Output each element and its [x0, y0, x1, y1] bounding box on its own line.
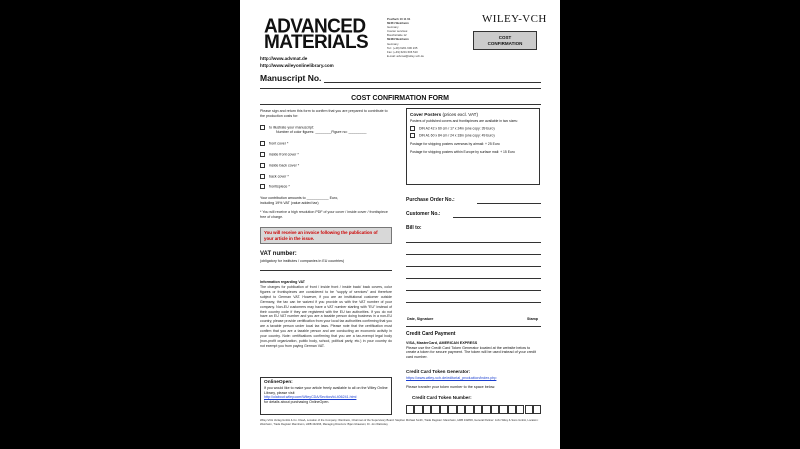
token-digit-box[interactable]: [457, 405, 465, 414]
poster-option-label: DIN A1 60 x 84 cm / 24 x 33in (one copy: 49 Euro): [419, 133, 495, 138]
customer-no-label: Customer No.:: [406, 211, 441, 217]
manuscript-label: Manuscript No.: [260, 73, 322, 83]
address-line: Fax: (+49) 6201 606 510: [387, 49, 418, 54]
purchase-order-label: Purchase Order No.:: [406, 197, 455, 203]
option-frontispiece[interactable]: [260, 184, 290, 189]
stamp-label: Stamp: [527, 317, 538, 321]
address-line: Postfach 10 11 61: [387, 17, 411, 21]
vat-label: VAT number:: [260, 251, 297, 257]
posters-title-sub: (prices excl. VAT): [442, 112, 479, 117]
token-digit-box[interactable]: [482, 405, 490, 414]
journal-urls: [260, 55, 334, 69]
publisher-logo: WILEY-VCH: [482, 13, 547, 25]
online-open-text: [264, 386, 388, 404]
token-digit-box[interactable]: [465, 405, 473, 414]
token-digit-box[interactable]: [423, 405, 431, 414]
journal-logo-line1: ADVANCED: [264, 15, 366, 38]
token-digit-box[interactable]: [499, 405, 507, 414]
address-line: Boschstraße 12: [387, 33, 407, 38]
poster-option-label: DIN A2 42 x 60 cm / 17 x 24in (one copy: 39 Euro): [419, 126, 495, 131]
checkbox[interactable]: [410, 133, 415, 138]
online-open-tail: for details about purchasing OnlineOpen.: [264, 399, 330, 404]
address-line: Germany: [387, 25, 399, 30]
token-digit-box[interactable]: [414, 405, 422, 414]
poster-option-a1[interactable]: [410, 133, 536, 138]
bill-to-line[interactable]: [406, 290, 541, 291]
divider: [260, 88, 541, 89]
address-line: Courier services:: [387, 29, 408, 34]
cover-posters-box: [406, 108, 540, 185]
footer-legal: Wiley-VCH Verlag GmbH & Co. KGaA, Location of the Company: Weinheim, Chairman of the Supervisory Board: Stephen Michael Smith, Trade Register: Mannheim, HRB 432833, General Partner: John Wiley & Sons GmbH, Location: Weinheim, Trade Register Mannheim, HRB 432296, Managing Directors: Bijan Ghawami, Dr. Jon Walmsley: [260, 419, 539, 426]
checkbox[interactable]: [260, 152, 265, 157]
credit-card-info: [406, 341, 540, 359]
contribution-vat-note: including 19% VAT (value added tax): [260, 201, 319, 205]
divider: [260, 104, 541, 105]
divider: [406, 326, 541, 327]
credit-card-heading: Credit Card Payment: [406, 331, 456, 337]
token-digit-box[interactable]: [474, 405, 482, 414]
address-line: Tel.: (+49) 6201 606 235: [387, 45, 418, 50]
badge-line1: COST: [498, 35, 512, 40]
bill-to-line[interactable]: [406, 302, 541, 303]
posters-intro: Posters of published covers and frontispieces are available in two sizes:: [410, 119, 518, 123]
cost-confirmation-form: [240, 0, 560, 449]
vat-number-field[interactable]: [260, 270, 392, 271]
token-digit-box[interactable]: [525, 405, 533, 414]
address-line: E-mail: advmat@wiley-vch.de: [387, 53, 424, 58]
online-open-desc: If you would like to make your article freely available to all on the Wiley Online Library, please visit: [264, 386, 388, 395]
posters-title-text: Cover Posters: [410, 112, 442, 117]
option-label: front cover *: [269, 141, 289, 146]
checkbox[interactable]: [260, 125, 265, 130]
postage-europe: Postage for shipping posters within Europe by surface mail: + 15 Euro: [410, 149, 515, 154]
option-label: inside front cover *: [269, 152, 299, 157]
token-digit-box[interactable]: [508, 405, 516, 414]
online-open-box: [260, 377, 392, 415]
token-digit-box[interactable]: [491, 405, 499, 414]
url-wiley-online-library[interactable]: http://www.wileyonlinelibrary.com: [260, 63, 334, 68]
token-digit-box[interactable]: [431, 405, 439, 414]
posters-title: [410, 112, 536, 117]
checkbox[interactable]: [260, 174, 265, 179]
token-digit-box[interactable]: [533, 405, 541, 414]
address-line: 69469 Weinheim: [387, 37, 409, 42]
token-digit-box[interactable]: [448, 405, 456, 414]
purchase-order-field[interactable]: [477, 203, 541, 204]
bill-to-line[interactable]: [406, 278, 541, 279]
badge-line2: CONFIRMATION: [487, 41, 523, 46]
token-number-field[interactable]: [406, 405, 542, 414]
token-generator-link[interactable]: https://www.wiley-vch.de/editorial_production/index.php: [406, 376, 497, 380]
cover-footnote: * You will receive a high resolution PDF of your cover / inside cover / frontispiece free of charge.: [260, 210, 388, 219]
token-number-label: Credit Card Token Number:: [412, 395, 472, 400]
bill-to-line[interactable]: [406, 242, 541, 243]
url-advmat[interactable]: http://www.advmat.de: [260, 56, 308, 61]
date-signature-label: Date, Signature: [407, 317, 434, 321]
accepted-cards: VISA, MasterCard, AMERICAN EXPRESS: [406, 341, 478, 345]
token-digit-box[interactable]: [406, 405, 414, 414]
vat-info-text: The charges for publication of front / inside front / inside back/ back covers, color figures or frontispieces are considered to be "supply of services" and therefore subject to German VAT. However, if you are an institutional customer outside Germany, the tax can be waived if you provide us with the VAT number of your company. Non-EU customers may have a VAT number starting with "EU" instead of their country code if they are registered with the EU tax authorities. If you do not have an EU VAT number and you are a taxable person doing business in a non-EU country, please provide certification from your local tax authorities confirming that you are a taxable person under local tax laws. Please note that the certification must confirm that you are a taxable person and are conducting an economic activity in your country. Note: certifications confirming that you are a tax-exempt legal body (non-profit organization, public body, school, political party, etc.) in your country do not exempt you from paying German VAT.: [260, 285, 392, 348]
journal-logo-line2: MATERIALS: [264, 32, 369, 53]
vat-info-heading: Information regarding VAT: [260, 280, 305, 284]
option-label: back cover *: [269, 174, 289, 179]
address-line: Germany: [387, 41, 399, 46]
token-digit-box[interactable]: [440, 405, 448, 414]
option-back-cover[interactable]: [260, 174, 289, 179]
credit-card-instructions: Please use the Credit Card Token Generator located at the website below to create a token for secure payment. The token will be used instead of your credit card number.: [406, 345, 536, 359]
manuscript-number-field[interactable]: [324, 82, 541, 83]
token-generator-label: Credit Card Token Generator:: [406, 369, 471, 374]
postage-overseas: Postage for shipping posters overseas by airmail: + 25 Euro: [410, 142, 500, 147]
option-label: to illustrate your manuscript:: [269, 125, 314, 130]
checkbox[interactable]: [260, 184, 265, 189]
token-digit-box[interactable]: [516, 405, 524, 414]
bill-to-line[interactable]: [406, 254, 541, 255]
online-open-link[interactable]: http://olabout.wiley.com/WileyCDA/Section/id-406241.html: [264, 395, 357, 400]
invoice-notice: You will receive an invoice following the publication of your article in the issue.: [260, 227, 392, 244]
option-front-cover[interactable]: [260, 141, 288, 146]
form-title: COST CONFIRMATION FORM: [351, 95, 449, 102]
bill-to-line[interactable]: [406, 266, 541, 267]
checkbox[interactable]: [260, 163, 265, 168]
intro-text: Please sign and return this form to confirm that you are prepared to contribute to the production costs for:: [260, 109, 388, 118]
option-inside-front-cover[interactable]: [260, 152, 299, 157]
poster-option-a2[interactable]: [410, 126, 536, 131]
option-inside-back-cover[interactable]: [260, 163, 299, 168]
checkbox[interactable]: [410, 126, 415, 131]
vat-note: (obligatory for institutes / companies in EU countries): [260, 259, 345, 263]
option-label: inside back cover *: [269, 163, 300, 168]
customer-no-field[interactable]: [453, 217, 541, 218]
checkbox[interactable]: [260, 141, 265, 146]
address-line: 69451 Weinheim: [387, 21, 409, 26]
token-transfer-note: Please transfer your token number to the space below.: [406, 385, 496, 389]
online-open-title: OnlineOpen:: [264, 380, 293, 385]
contribution-amount[interactable]: Your contribution amounts to ___________ Euro,: [260, 196, 339, 200]
color-figures-field[interactable]: Number of color figures: ________Figure no: _________: [276, 130, 367, 134]
bill-to-label: Bill to:: [406, 225, 422, 231]
option-label: frontispiece *: [269, 184, 290, 189]
publisher-address: [387, 17, 424, 58]
cost-confirmation-badge: [473, 31, 537, 50]
